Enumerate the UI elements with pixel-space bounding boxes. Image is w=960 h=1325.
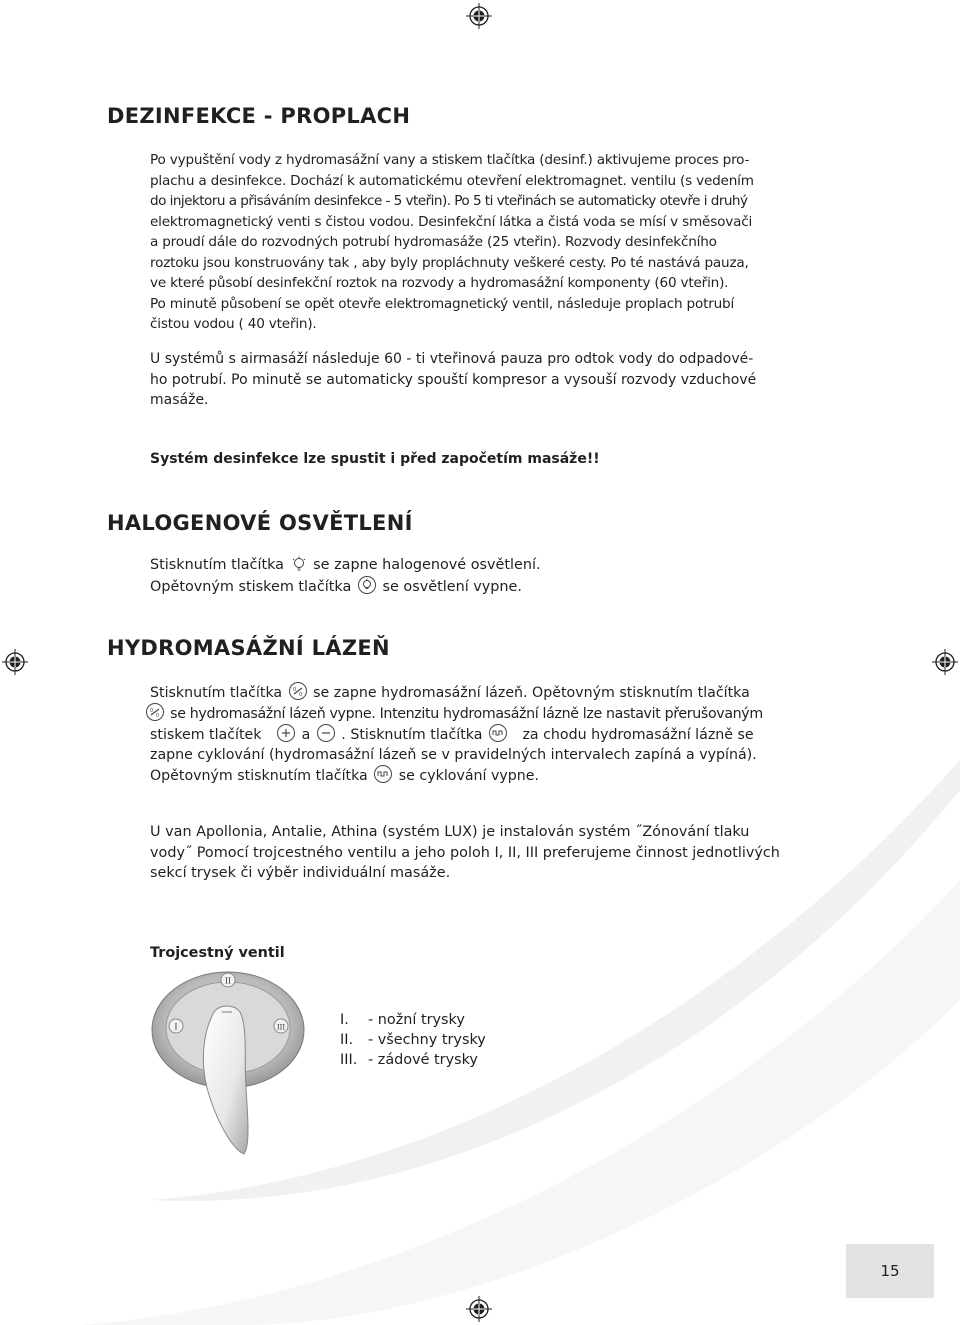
page-number-box: [846, 1244, 934, 1298]
lux-paragraph: [150, 822, 790, 884]
minus-icon: [317, 724, 335, 742]
registration-mark-icon: [932, 649, 958, 675]
text-span: se osvětlení vypne.: [382, 578, 522, 595]
text-span: se hydromasážní lázeň vypne. Intenzitu hydromasážní lázně lze nastavit přerušovaným: [170, 706, 763, 722]
legend-text: - nožní trysky: [368, 1012, 465, 1028]
registration-mark-icon: [466, 3, 492, 29]
registration-mark-icon: [2, 649, 28, 675]
text-span: Stisknutím tlačítka: [150, 685, 283, 701]
legend-item: [340, 1050, 486, 1070]
svg-text:0: 0: [292, 687, 296, 693]
bulb-icon: [358, 576, 376, 594]
bulb-icon: [291, 556, 307, 572]
text-line: masáže.: [150, 392, 209, 408]
legend-number: II.: [340, 1032, 354, 1048]
text-span: . Stisknutím tlačítka: [341, 727, 483, 743]
dial-label: III: [276, 1023, 286, 1032]
svg-text:0: 0: [156, 713, 159, 719]
valve-legend: [340, 1010, 486, 1070]
page-number: 15: [880, 1262, 900, 1280]
hydro-icon: [146, 703, 164, 721]
legend-item: [340, 1010, 486, 1030]
cycle-icon: [374, 765, 392, 783]
dial-label: I: [174, 1022, 178, 1032]
halogen-paragraph: [150, 555, 790, 597]
text-line: zapne cyklování (hydromasážní lázeň se v pravidelných intervalech zapíná a vypíná).: [150, 747, 757, 763]
text-span: stiskem tlačítek: [150, 727, 262, 743]
text-line: Po vypuštění vody z hydromasážní vany a stiskem tlačítka (desinf.) aktivujeme proces pro-: [150, 152, 750, 168]
section-title-dezinfekce: DEZINFEKCE - PROPLACH: [107, 104, 411, 128]
text-line: ve které působí desinfekční roztok na rozvody a hydromasážní komponenty (60 vteřin).: [150, 275, 729, 291]
airmasaz-paragraph: [150, 349, 790, 411]
section-title-halogen: HALOGENOVÉ OSVĚTLENÍ: [107, 511, 413, 535]
text-span: za chodu hydromasážní lázně se: [522, 727, 754, 743]
legend-item: [340, 1030, 486, 1050]
text-span: se zapne hydromasážní lázeň. Opětovným stisknutím tlačítka: [313, 685, 750, 701]
legend-text: - zádové trysky: [368, 1052, 478, 1068]
dial-label: II: [224, 976, 232, 986]
text-line: U systémů s airmasáží následuje 60 - ti vteřinová pauza pro odtok vody do odpadové-: [150, 351, 754, 367]
text-line: U van Apollonia, Antalie, Athina (systém LUX) je instalován systém ˝Zónování tlaku: [150, 824, 750, 840]
text-span: Opětovným stisknutím tlačítka: [150, 768, 368, 784]
text-line: roztoku jsou konstruovány tak , aby byly propláchnuty veškeré cesty. Po té nastává pauza,: [150, 254, 749, 271]
text-line: ho potrubí. Po minutě se automaticky spouští kompresor a vysouší rozvody vzduchové: [150, 371, 757, 388]
registration-mark-icon: [466, 1296, 492, 1322]
legend-number: III.: [340, 1052, 358, 1068]
text-line: plachu a desinfekce. Dochází k automatickému otevření elektromagnet. ventilu (s vedením: [150, 172, 754, 189]
ventil-title: Trojcestný ventil: [150, 945, 285, 961]
text-span: se zapne halogenové osvětlení.: [313, 557, 541, 573]
text-line: Po minutě působení se opět otevře elektromagnetický ventil, následuje proplach potrubí: [150, 295, 735, 312]
three-way-valve-image: [148, 968, 310, 1158]
dezinfekce-warning: Systém desinfekce lze spustit i před započetím masáže!!: [150, 451, 600, 467]
text-span: se cyklování vypne.: [398, 768, 540, 784]
plus-icon: [277, 724, 295, 742]
hydro-paragraph: [150, 682, 790, 786]
text-line: čistou vodou ( 40 vteřin).: [150, 316, 317, 332]
hydro-icon: [289, 682, 307, 700]
legend-number: I.: [340, 1012, 349, 1028]
section-title-hydro: HYDROMASÁŽNÍ LÁZEŇ: [107, 636, 390, 660]
dezinfekce-paragraph: [150, 150, 790, 335]
cycle-icon: [489, 724, 507, 742]
svg-text:0: 0: [150, 708, 153, 714]
text-span: Stisknutím tlačítka: [150, 557, 284, 573]
svg-text:0: 0: [298, 692, 302, 698]
text-span: a: [301, 727, 311, 743]
text-line: elektromagnetický venti s čistou vodou. Desinfekční látka a čistá voda se mísí v směsovači: [150, 213, 753, 230]
text-line: sekcí trysek či výběr individuální masáže.: [150, 865, 451, 881]
legend-text: - všechny trysky: [368, 1032, 486, 1048]
text-line: a proudí dále do rozvodných potrubí hydromasáže (25 vteřin). Rozvody desinfekčního: [150, 234, 717, 250]
text-line: do injektoru a přisáváním desinfekce - 5 vteřin). Po 5 ti vteřinách se automaticky otevře i druhý: [150, 193, 748, 209]
text-line: vody˝ Pomocí trojcestného ventilu a jeho poloh I, II, III preferujeme činnost jednotlivých: [150, 844, 780, 861]
text-span: Opětovným stiskem tlačítka: [150, 578, 352, 595]
